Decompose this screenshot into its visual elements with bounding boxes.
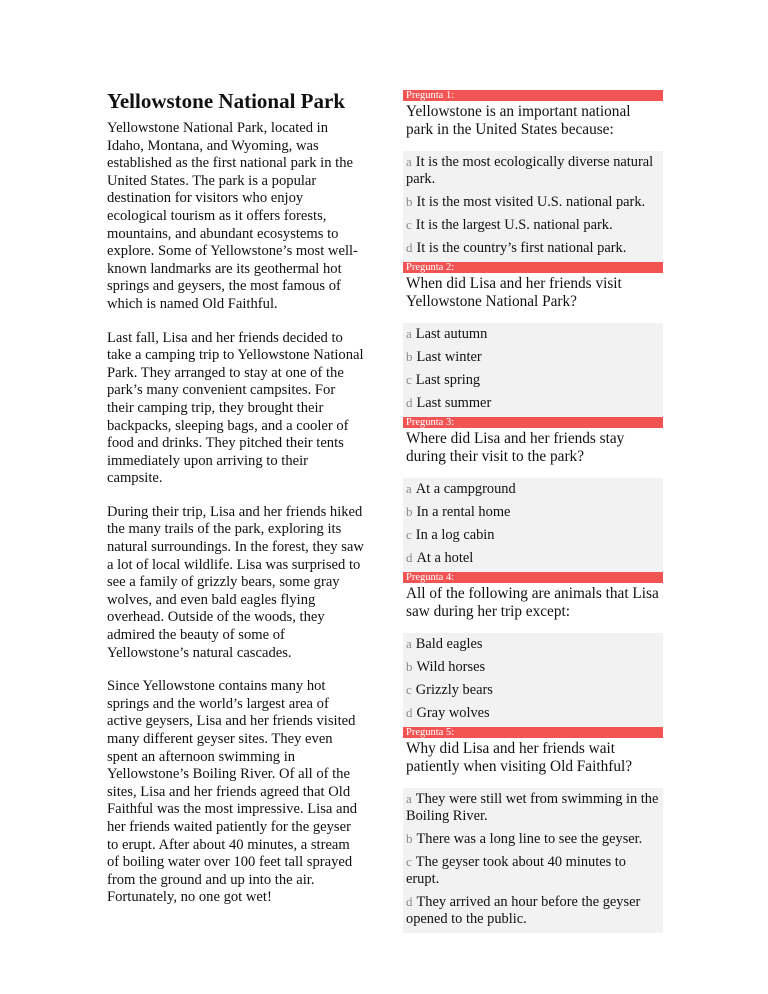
answer-option[interactable] bbox=[406, 216, 660, 239]
options-list bbox=[403, 788, 663, 933]
article bbox=[107, 88, 365, 923]
option-text: Last autumn bbox=[415, 326, 488, 342]
question-label: Pregunta 5: bbox=[403, 727, 663, 738]
option-letter: d bbox=[406, 240, 413, 255]
option-text: At a hotel bbox=[416, 550, 474, 566]
option-text: Bald eagles bbox=[415, 636, 483, 652]
option-text: It is the country’s first national park. bbox=[416, 240, 627, 256]
answer-option[interactable] bbox=[406, 635, 660, 658]
question-text: All of the following are animals that Lisa saw during her trip except: bbox=[406, 585, 659, 620]
option-text: Wild horses bbox=[416, 659, 486, 675]
question-label: Pregunta 1: bbox=[403, 90, 663, 101]
option-letter: c bbox=[406, 854, 412, 869]
answer-option[interactable] bbox=[406, 549, 660, 572]
option-text: It is the most ecologically diverse natural park. bbox=[406, 154, 654, 187]
option-letter: c bbox=[406, 372, 412, 387]
answer-option[interactable] bbox=[406, 153, 660, 193]
option-letter: d bbox=[406, 550, 413, 565]
question-label: Pregunta 3: bbox=[403, 417, 663, 428]
answer-option[interactable] bbox=[406, 658, 660, 681]
options-list bbox=[403, 633, 663, 727]
option-text: Last summer bbox=[416, 395, 492, 411]
option-text: The geyser took about 40 minutes to erupt. bbox=[406, 854, 627, 887]
answer-option[interactable] bbox=[406, 503, 660, 526]
option-text: Last winter bbox=[416, 349, 482, 365]
question-5 bbox=[403, 727, 663, 933]
question-text: Why did Lisa and her friends wait patiently when visiting Old Faithful? bbox=[406, 740, 633, 775]
question-text: When did Lisa and her friends visit Yellowstone National Park? bbox=[406, 275, 622, 310]
answer-option[interactable] bbox=[406, 371, 660, 394]
option-text: At a campground bbox=[415, 481, 516, 497]
option-letter: c bbox=[406, 217, 412, 232]
option-text: Grizzly bears bbox=[415, 682, 493, 698]
answer-option[interactable] bbox=[406, 325, 660, 348]
option-text: Gray wolves bbox=[416, 705, 490, 721]
option-letter: d bbox=[406, 395, 413, 410]
option-text: It is the largest U.S. national park. bbox=[415, 217, 613, 233]
option-text: It is the most visited U.S. national park. bbox=[416, 194, 646, 210]
option-letter: b bbox=[406, 194, 413, 209]
question-1 bbox=[403, 90, 663, 262]
option-text: In a rental home bbox=[416, 504, 511, 520]
quiz bbox=[403, 90, 663, 933]
options-list bbox=[403, 323, 663, 417]
answer-option[interactable] bbox=[406, 830, 660, 853]
options-list bbox=[403, 151, 663, 262]
question-4 bbox=[403, 572, 663, 727]
option-letter: a bbox=[406, 326, 412, 341]
option-letter: c bbox=[406, 527, 412, 542]
option-text: They were still wet from swimming in the Boiling River. bbox=[406, 791, 659, 824]
question-2 bbox=[403, 262, 663, 417]
answer-option[interactable] bbox=[406, 853, 660, 893]
option-text: In a log cabin bbox=[415, 527, 495, 543]
option-letter: c bbox=[406, 682, 412, 697]
option-text: Last spring bbox=[415, 372, 481, 388]
option-letter: d bbox=[406, 894, 413, 909]
options-list bbox=[403, 478, 663, 572]
article-title: Yellowstone National Park bbox=[107, 89, 345, 113]
answer-option[interactable] bbox=[406, 681, 660, 704]
answer-option[interactable] bbox=[406, 239, 660, 262]
option-text: There was a long line to see the geyser. bbox=[416, 831, 643, 847]
question-3 bbox=[403, 417, 663, 572]
question-text: Where did Lisa and her friends stay during their visit to the park? bbox=[406, 430, 625, 465]
answer-option[interactable] bbox=[406, 193, 660, 216]
article-paragraph: Last fall, Lisa and her friends decided to take a camping trip to Yellowstone National Park. They arranged to stay at one of the park’s many convenient campsites. For their camping trip, they brought their backpacks, sleeping bags, and a cooler of food and drinks. They pitched their tents immediately upon arriving to their campsite. bbox=[107, 329, 364, 487]
option-letter: b bbox=[406, 659, 413, 674]
answer-option[interactable] bbox=[406, 394, 660, 417]
option-text: They arrived an hour before the geyser opened to the public. bbox=[406, 894, 641, 927]
question-label: Pregunta 2: bbox=[403, 262, 663, 273]
option-letter: a bbox=[406, 636, 412, 651]
article-paragraph: During their trip, Lisa and her friends hiked the many trails of the park, exploring its natural surroundings. In the forest, they saw a lot of local wildlife. Lisa was surprised to see a family of grizzly bears, some gray wolves, and even bald eagles flying overhead. Outside of the woods, they admired the beauty of some of Yellowstone’s natural cascades. bbox=[107, 503, 364, 661]
option-letter: a bbox=[406, 481, 412, 496]
answer-option[interactable] bbox=[406, 790, 660, 830]
answer-option[interactable] bbox=[406, 526, 660, 549]
question-label: Pregunta 4: bbox=[403, 572, 663, 583]
option-letter: b bbox=[406, 831, 413, 846]
answer-option[interactable] bbox=[406, 893, 660, 933]
option-letter: a bbox=[406, 791, 412, 806]
question-text: Yellowstone is an important national park in the United States because: bbox=[406, 103, 631, 138]
option-letter: d bbox=[406, 705, 413, 720]
option-letter: b bbox=[406, 504, 413, 519]
article-paragraph: Yellowstone National Park, located in Idaho, Montana, and Wyoming, was established as the first national park in the United States. The park is a popular destination for visitors who enjoy ecological tourism as it offers forests, mountains, and abundant ecosystems to explore. Some of Yellowstone’s most well-known landmarks are its geothermal hot springs and geysers, the most famous of which is named Old Faithful. bbox=[107, 120, 358, 312]
answer-option[interactable] bbox=[406, 348, 660, 371]
option-letter: b bbox=[406, 349, 413, 364]
answer-option[interactable] bbox=[406, 480, 660, 503]
option-letter: a bbox=[406, 154, 412, 169]
answer-option[interactable] bbox=[406, 704, 660, 727]
article-paragraph: Since Yellowstone contains many hot springs and the world’s largest area of active geysers, Lisa and her friends visited many different geyser sites. They even spent an afternoon swimming in Yellowstone’s Boiling River. Of all of the sites, Lisa and her friends agreed that Old Faithful was the most impressive. Lisa and her friends waited patiently for the geyser to erupt. After about 40 minutes, a stream of boiling water over 100 feet tall sprayed from the ground and up into the air. Fortunately, no one got wet! bbox=[107, 678, 358, 906]
